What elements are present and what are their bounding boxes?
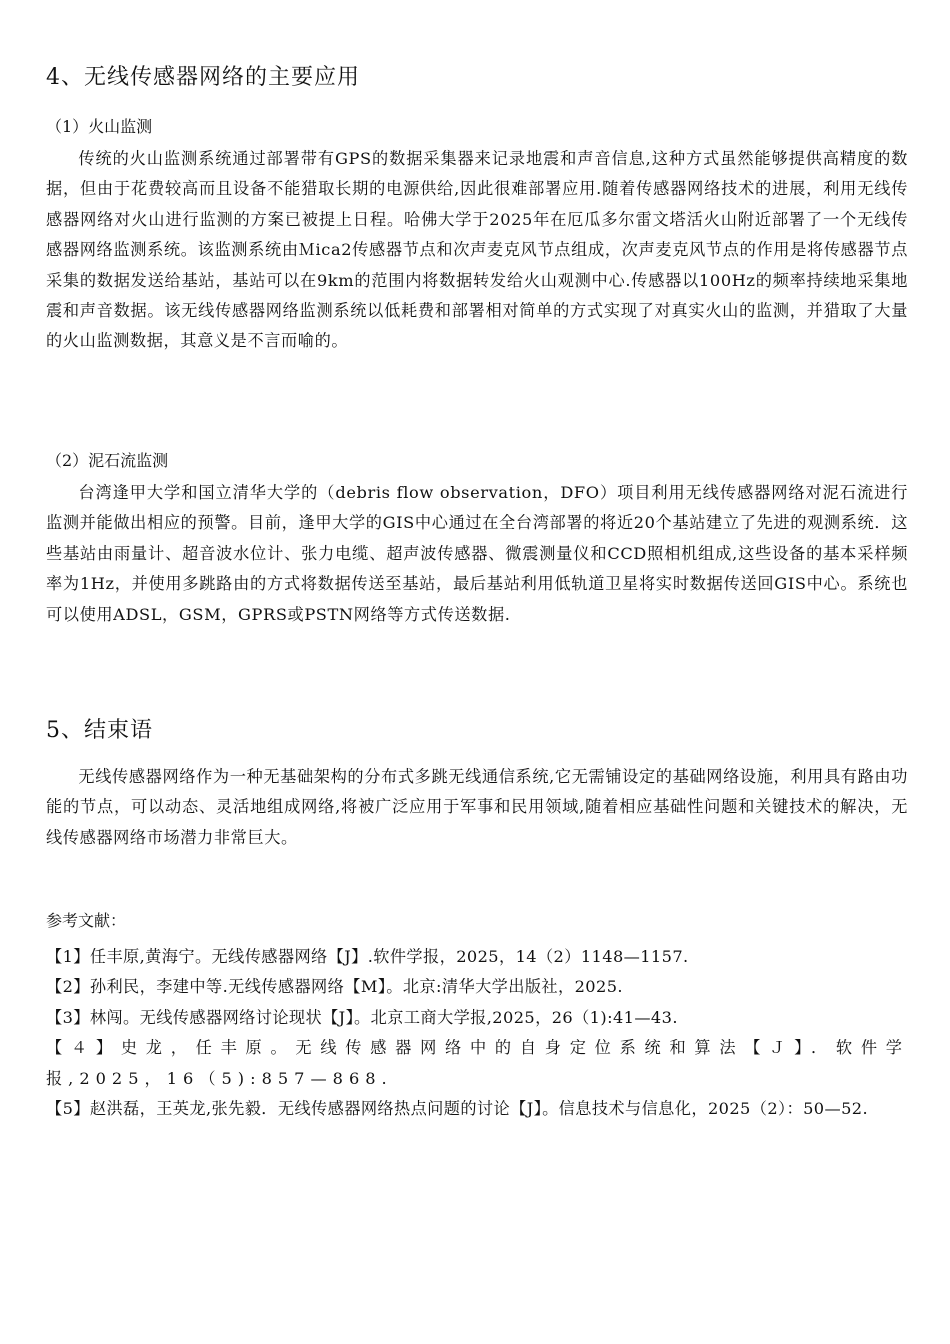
references-list [46,942,908,1124]
subsection-volcano-heading: （1）火山监测 [46,117,153,136]
debris-flow-paragraph: 台湾逢甲大学和国立清华大学的（debris flow observation，DFO）项目利用无线传感器网络对泥石流进行监测并能做出相应的预警。目前，逢甲大学的GIS中心通过在全台湾部署的将近20个基站建立了先进的观测系统．这些基站由雨量计、超音波水位计、张力电缆、超声波传感器、微震测量仪和CCD照相机组成,这些设备的基本采样频率为1Hz，并使用多跳路由的方式将数据传送至基站，最后基站利用低轨道卫星将实时数据传送回GIS中心。系统也可以使用ADSL，GSM，GPRS或PSTN网络等方式传送数据. [46,483,908,624]
reference-item: 【5】赵洪磊，王英龙,张先毅．无线传感器网络热点问题的讨论【J】。信息技术与信息化，2025（2）：50—52. [46,1099,869,1119]
section-4-heading: 4、无线传感器网络的主要应用 [46,65,360,90]
reference-item: 【2】孙利民，李建中等.无线传感器网络【M】。北京:清华大学出版社，2025. [46,977,623,997]
subsection-debris-flow-heading: （2）泥石流监测 [46,451,169,470]
volcano-paragraph: 传统的火山监测系统通过部署带有GPS的数据采集器来记录地震和声音信息,这种方式虽然能够提供高精度的数据，但由于花费较高而且设备不能猎取长期的电源供给,因此很难部署应用.随着传感器网络技术的进展，利用无线传感器网络对火山进行监测的方案已被提上日程。哈佛大学于2025年在厄瓜多尔雷文塔活火山附近部署了一个无线传感器网络监测系统。该监测系统由Ｍica2传感器节点和次声麦克风节点组成，次声麦克风节点的作用是将传感器节点采集的数据发送给基站，基站可以在9km的范围内将数据转发给火山观测中心.传感器以100Hz的频率持续地采集地震和声音数据。该无线传感器网络监测系统以低耗费和部署相对简单的方式实现了对真实火山的监测，并猎取了大量的火山监测数据，其意义是不言而喻的。 [46,149,908,351]
conclusion-paragraph: 无线传感器网络作为一种无基础架构的分布式多跳无线通信系统,它无需铺设定的基础网络设施，利用具有路由功能的节点，可以动态、灵活地组成网络,将被广泛应用于军事和民用领域,随着相应基础性问题和关键技术的解决，无线传感器网络市场潜力非常巨大。 [46,767,908,847]
section-5-heading: 5、结束语 [46,718,153,743]
reference-item: 【1】任丰原,黄海宁。无线传感器网络【J】.软件学报，2025，14（2）1148—1157. [46,947,689,966]
reference-item: 【3】林闯。无线传感器网络讨论现状【J】。北京工商大学报,2025，26（1):41—43. [46,1007,678,1027]
reference-item: 【４】史龙，任丰原。无线传感器网络中的自身定位系统和算法【Ｊ】．软件学报,2025，16（5):857—868. [46,1038,908,1088]
references-heading: 参考文献： [46,911,127,930]
